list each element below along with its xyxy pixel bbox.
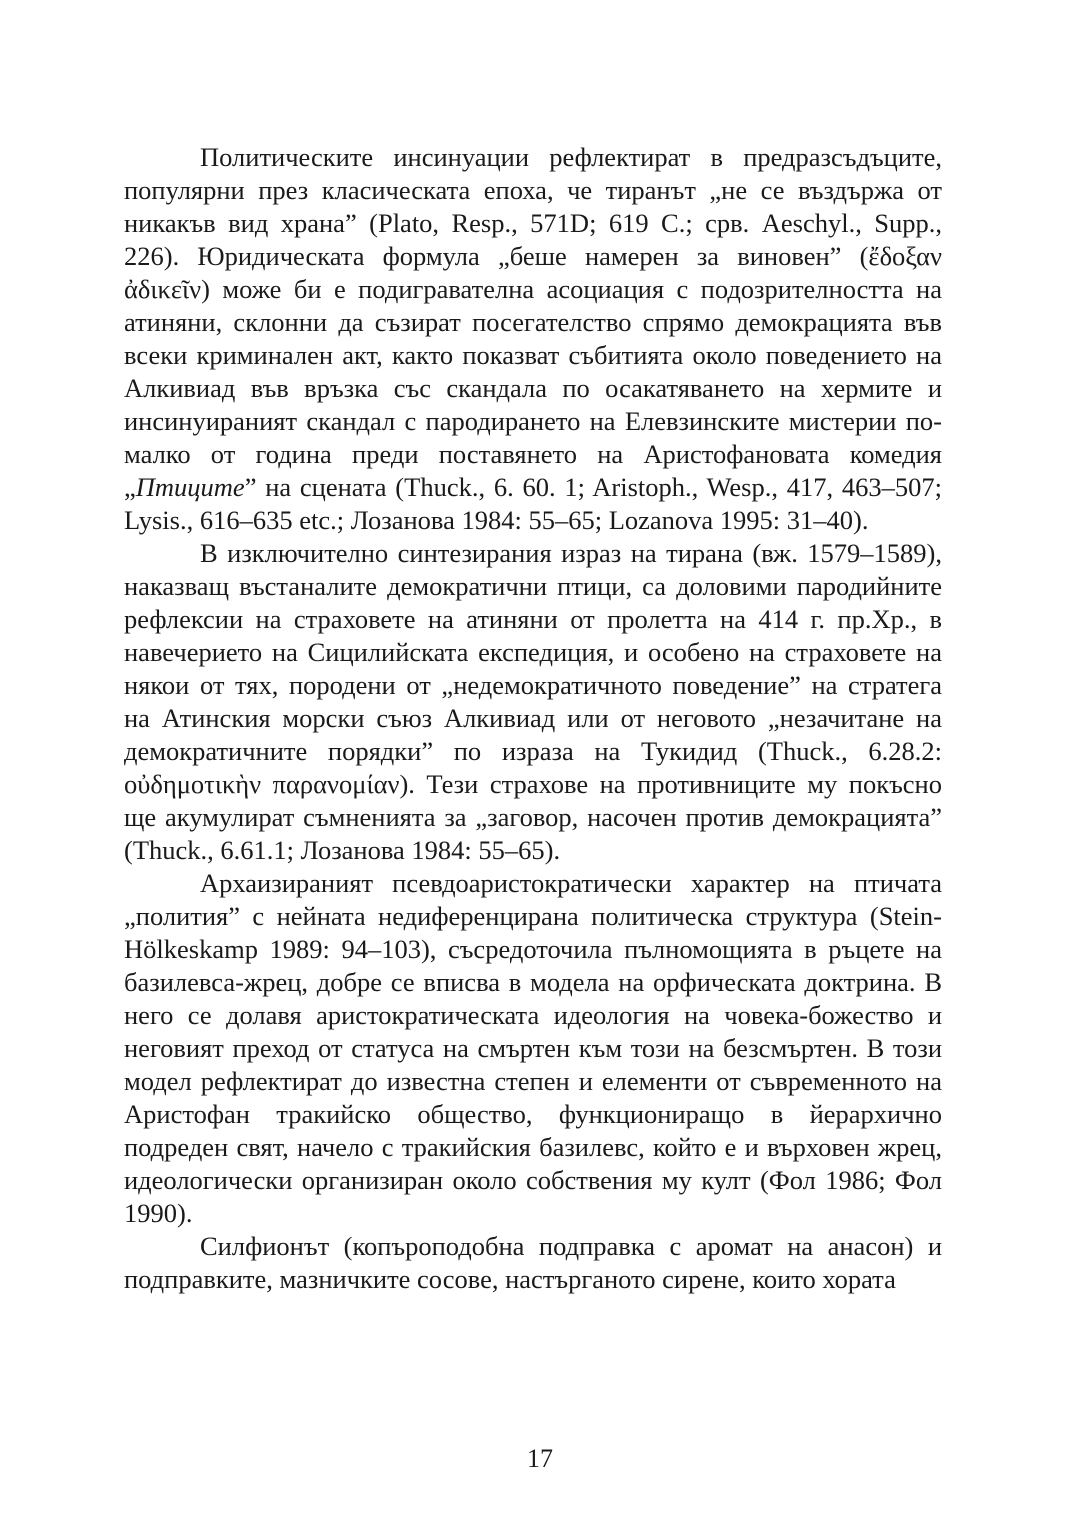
body-text — [124, 141, 942, 1296]
paragraph-1-text-end: ” на сцената (Thuck., 6. 60. 1; Aristoph., Wesp., 417, 463–507; Lysis., 616–635 etc.; Лозанова 1984: 55–65; Lozanova 1995: 31–40). — [124, 472, 942, 535]
comedy-title-italic: Птиците — [135, 472, 245, 502]
paragraph-4: Силфионът (копъроподобна подправка с аромат на анасон) и подправките, мазничките сосове, настърганото сирене, които хората — [124, 1231, 942, 1294]
paragraph-1 — [124, 141, 942, 537]
page-number: 17 — [527, 1444, 553, 1473]
paragraph-3: Архаизираният псевдоаристократически характер на птичата „полития” с нейната недиференцирана политическа структура (Stein-Hölkeskamp 1989: 94–103), съсредоточила пълномощията в ръцете на базилевса-жрец, добре се вписва в модела на орфическата доктрина. В него се долавя аристократическата идеология на човека-божество и неговият преход от статуса на смъртен към този на безсмъртен. В този модел рефлектират до известна степен и елементи от съвременното на Аристофан тракийско общество, функциониращо в йерархично подреден свят, начело с тракийския базилевс, който е и върховен жрец, идеологически организиран около собствения му култ (Фол 1986; Фол 1990). — [124, 868, 942, 1228]
paragraph-2: В изключително синтезирания израз на тирана (вж. 1579–1589), наказващ въстаналите демократични птици, са доловими пародийните рефлексии на страховете на атиняни от пролетта на 414 г. пр.Хр., в навечерието на Сицилийската експедиция, и особено на страховете на някои от тях, породени от „недемократичното поведение” на стратега на Атинския морски съюз Алкивиад или от неговото „незачитане на демократичните порядки” по израза на Тукидид (Thuck., 6.28.2: οὐδημοτικὴν παρανομίαν). Тези страхове на противниците му покъсно ще акумулират съмненията за „заговор, насочен против демокрацията” (Thuck., 6.61.1; Лозанова 1984: 55–65). — [124, 538, 942, 865]
paragraph-1-text-start: Политическите инсинуации рефлектират в предразсъдъците, популярни през класическата епоха, че тиранът „не се въздържа от никакъв вид храна” (Plato, Resp., 571D; 619 C.; срв. Aeschyl., Supp., 226). Юридическата формула „беше намерен за виновен” (ἔδοξαν ἀδικεῖν) може би е подигравателна асоциация с подозрителността на атиняни, склонни да съзират посегателство спрямо демокрацията във всеки криминален акт, както показват събитията около поведението на Алкивиад във връзка със скандала по осакатяването на хермите и инсинуираният скандал с пародирането на Елевзинските мистерии по-малко от година преди поставянето на Аристофановата комедия „ — [124, 142, 942, 502]
